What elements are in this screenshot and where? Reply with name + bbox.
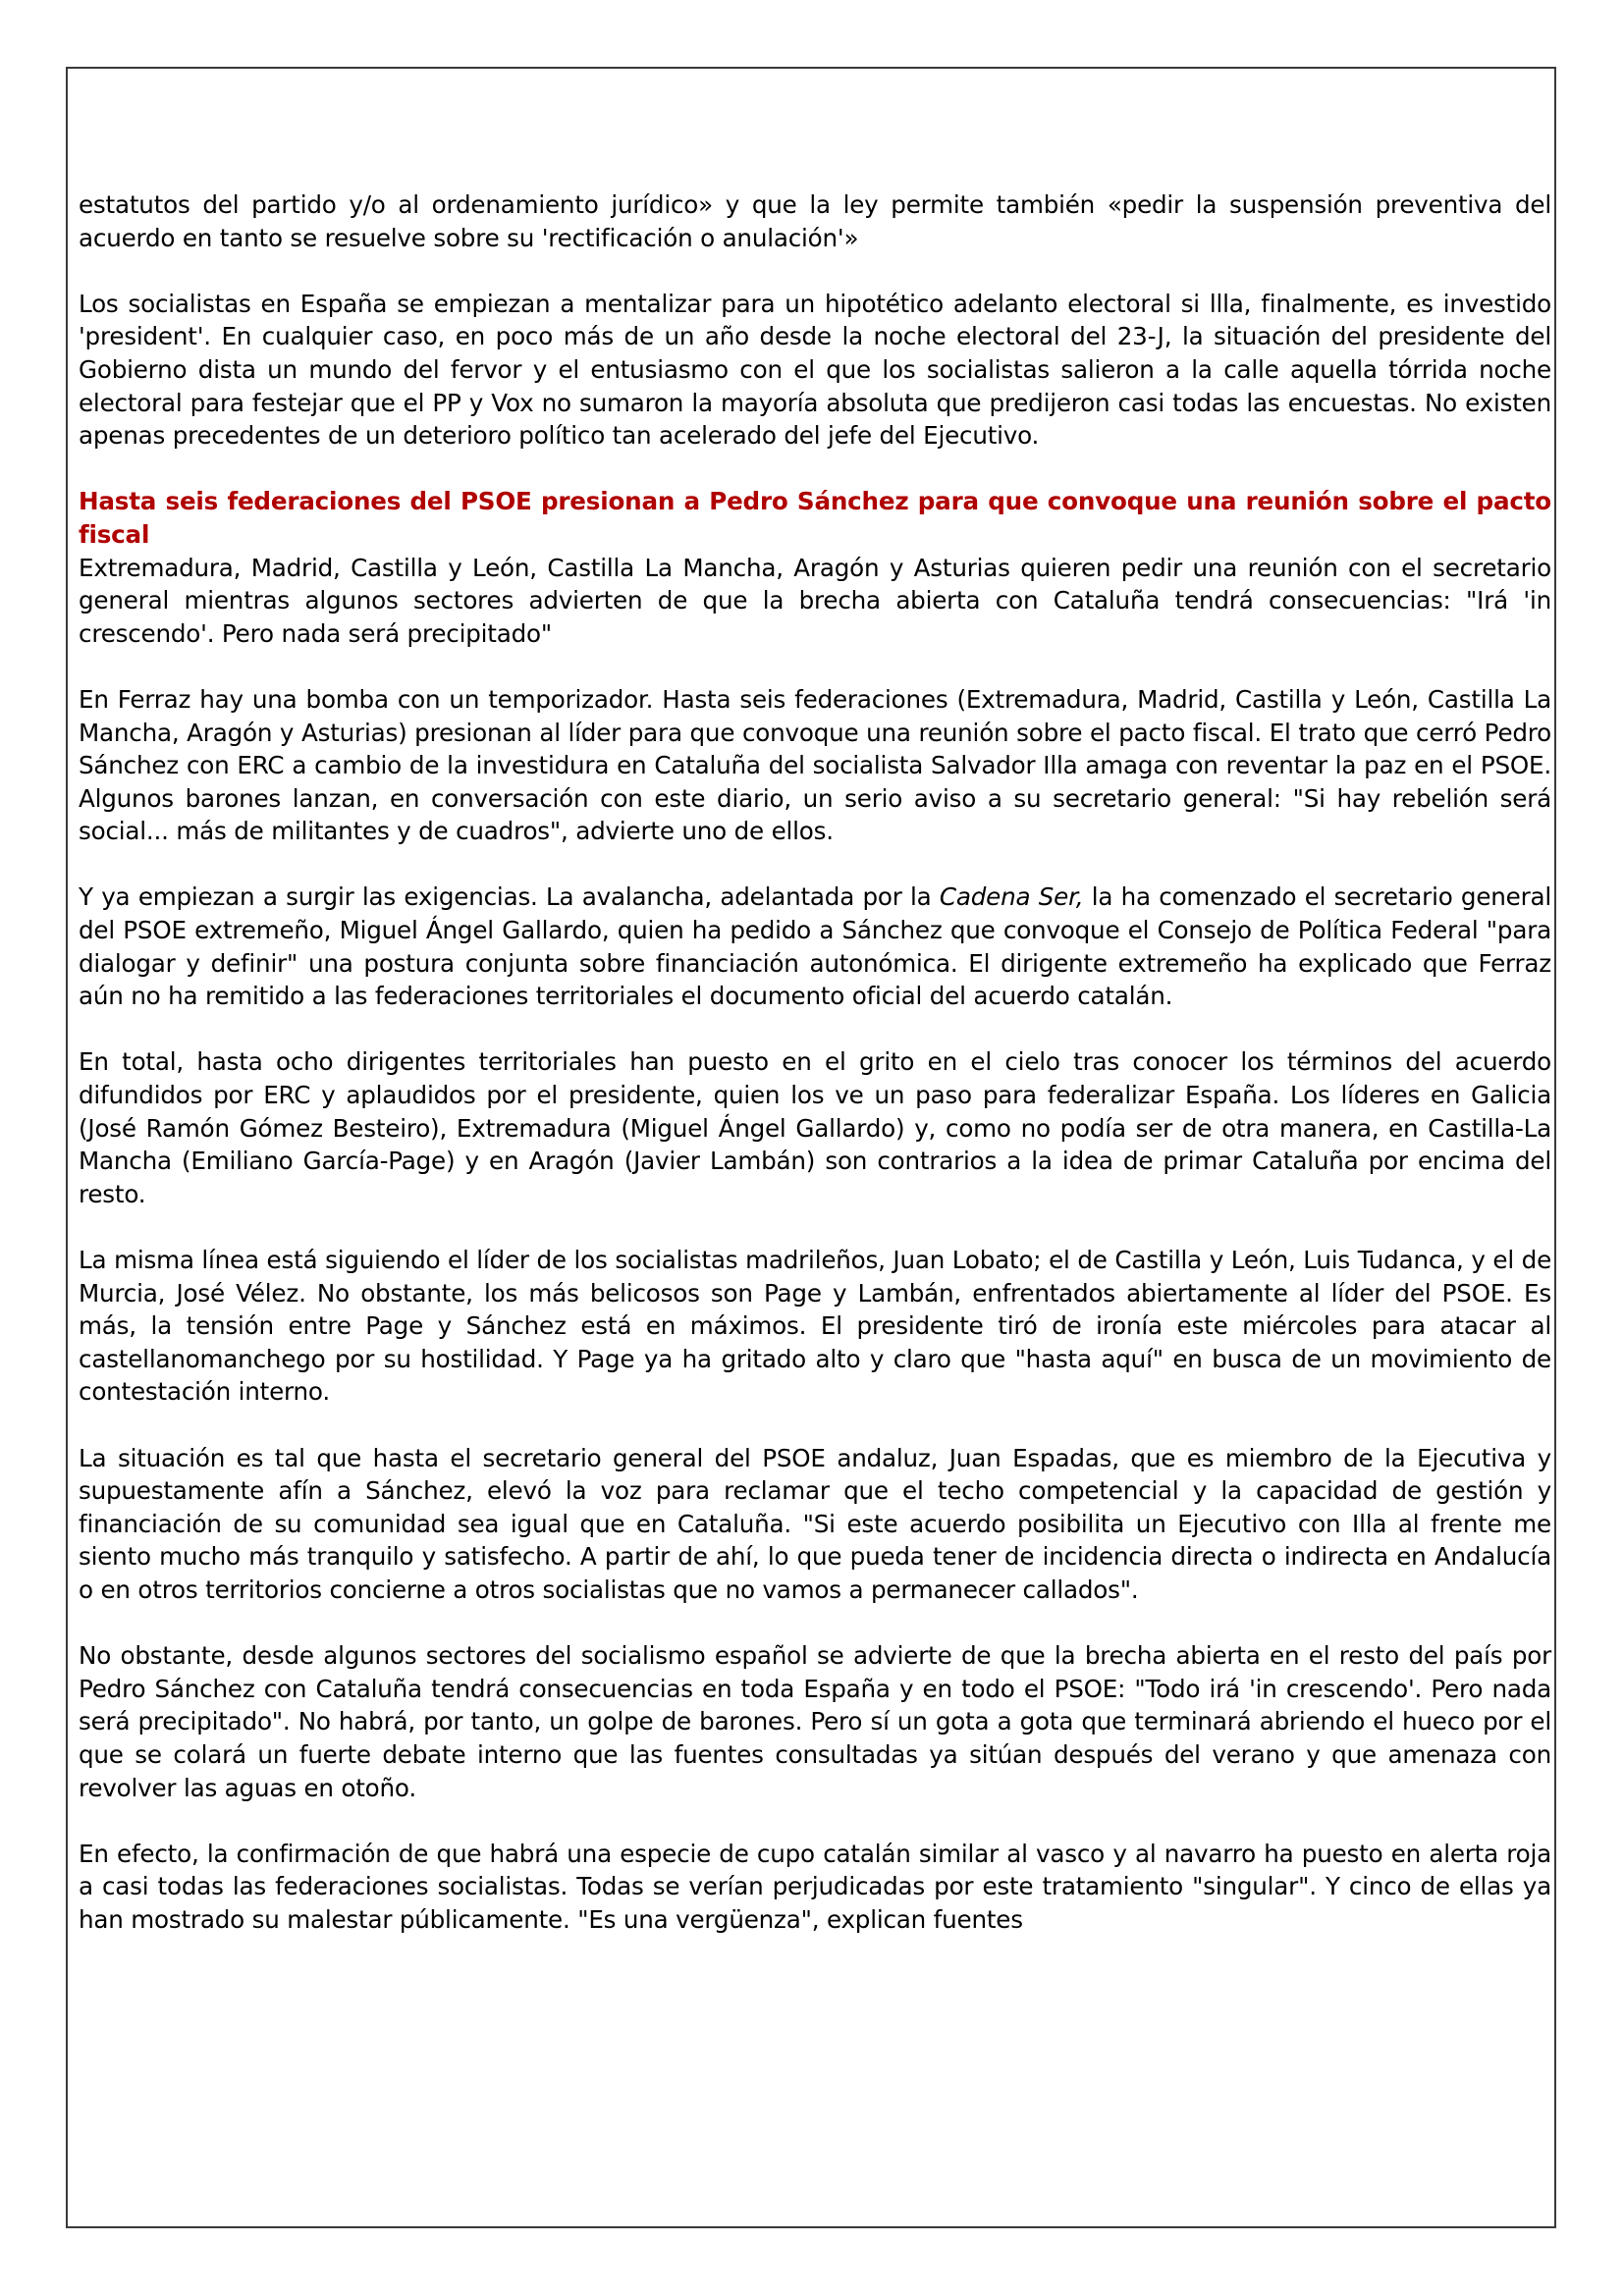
paragraph-demands-part2: la ha comenzado el secretario general del PSOE extremeño, Miguel Ángel Gallardo, quien ha pedido a Sánchez que convoque el Consejo de Política Federal "para dialogar y definir" una postura conjunta sobre financiación autonómica. El dirigente extremeño ha explicado que Ferraz aún no ha remitido a las federaciones territoriales el documento oficial del acuerdo catalán. xyxy=(79,882,1552,1011)
paragraph-demands xyxy=(79,881,1551,1012)
paragraph-espadas: La situación es tal que hasta el secretario general del PSOE andaluz, Juan Espadas, que es miembro de la Ejecutiva y supuestamente afín a Sánchez, elevó la voz para reclamar que el techo competencial y la capacidad de gestión y financiación de su comunidad sea igual que en Cataluña. "Si este acuerdo posibilita un Ejecutivo con Illa al frente me siento mucho más tranquilo y satisfecho. A partir de ahí, lo que pueda tener de incidencia directa o indirecta en Andalucía o en otros territorios concierne a otros socialistas que no vamos a permanecer callados". xyxy=(79,1443,1551,1604)
paragraph-demands-part1: Y ya empiezan a surgir las exigencias. La avalancha, adelantada por la xyxy=(79,882,940,912)
paragraph-cupo-catalan: En efecto, la confirmación de que habrá una especie de cupo catalán similar al vasco y al navarro ha puesto en alerta roja a casi todas las federaciones socialistas. Todas se verían perjudicadas por este tratamiento "singular". Y cinco de ellas ya han mostrado su malestar públicamente. "Es una vergüenza", explican fuentes xyxy=(79,1839,1551,1934)
paragraph-statutes: estatutos del partido y/o al ordenamiento jurídico» y que la ley permite también «pedir la suspensión preventiva del acuerdo en tanto se resuelve sobre su 'rectificación o anulación'» xyxy=(79,190,1551,252)
article-headline: Hasta seis federaciones del PSOE presionan a Pedro Sánchez para que convoque una reunión sobre el pacto fiscal xyxy=(79,487,1551,549)
document-body xyxy=(79,188,1551,1969)
paragraph-early-election: Los socialistas en España se empiezan a mentalizar para un hipotético adelanto electoral si llla, finalmente, es investido 'president'. En cualquier caso, en poco más de un año desde la noche electoral del 23-J, la situación del presidente del Gobierno dista un mundo del fervor y el entusiasmo con el que los socialistas salieron a la calle aquella tórrida noche electoral para festejar que el PP y Vox no sumaron la mayoría absoluta que predijeron casi todas las encuestas. No existen apenas precedentes de un deterioro político tan acelerado del jefe del Ejecutivo. xyxy=(79,289,1551,451)
paragraph-crescendo: No obstante, desde algunos sectores del socialismo español se advierte de que la brecha abierta en el resto del país por Pedro Sánchez con Cataluña tendrá consecuencias en toda España y en todo el PSOE: "Todo irá 'in crescendo'. Pero nada será precipitado". No habrá, por tanto, un golpe de barones. Pero sí un gota a gota que terminará abriendo el hueco por el que se colará un fuerte debate interno que las fuentes consultadas ya sitúan después del verano y que amenaza con revolver las aguas en otoño. xyxy=(79,1641,1551,1802)
paragraph-ferraz-bomb: En Ferraz hay una bomba con un temporizador. Hasta seis federaciones (Extremadura, Madrid, Castilla y León, Castilla La Mancha, Aragón y Asturias) presionan al líder para que convoque una reunión sobre el pacto fiscal. El trato que cerró Pedro Sánchez con ERC a cambio de la investidura en Cataluña del socialista Salvador Illa amaga con reventar la paz en el PSOE. Algunos barones lanzan, en conversación con este diario, un serio aviso a su secretario general: "Si hay rebelión será social... más de militantes y de cuadros", advierte uno de ellos. xyxy=(79,684,1551,846)
source-cadena-ser: Cadena Ser, xyxy=(939,882,1084,912)
paragraph-same-line: La misma línea está siguiendo el líder de los socialistas madrileños, Juan Lobato; el de Castilla y León, Luis Tudanca, y el de Murcia, José Vélez. No obstante, los más belicosos son Page y Lambán, enfrentados abiertamente al líder del PSOE. Es más, la tensión entre Page y Sánchez está en máximos. El presidente tiró de ironía este miércoles para atacar al castellanomanchego por su hostilidad. Y Page ya ha gritado alto y claro que "hasta aquí" en busca de un movimiento de contestación interno. xyxy=(79,1246,1551,1407)
article-subheadline: Extremadura, Madrid, Castilla y León, Castilla La Mancha, Aragón y Asturias quieren pedir una reunión con el secretario general mientras algunos sectores advierten de que la brecha abierta con Cataluña tendrá consecuencias: "Irá 'in crescendo'. Pero nada será precipitado" xyxy=(79,553,1551,648)
paragraph-eight-leaders: En total, hasta ocho dirigentes territoriales han puesto en el grito en el cielo tras conocer los términos del acuerdo difundidos por ERC y aplaudidos por el presidente, quien los ve un paso para federalizar España. Los líderes en Galicia (José Ramón Gómez Besteiro), Extremadura (Miguel Ángel Gallardo) y, como no podía ser de otra manera, en Castilla-La Mancha (Emiliano García-Page) y en Aragón (Javier Lambán) son contrarios a la idea de primar Cataluña por encima del resto. xyxy=(79,1047,1551,1208)
